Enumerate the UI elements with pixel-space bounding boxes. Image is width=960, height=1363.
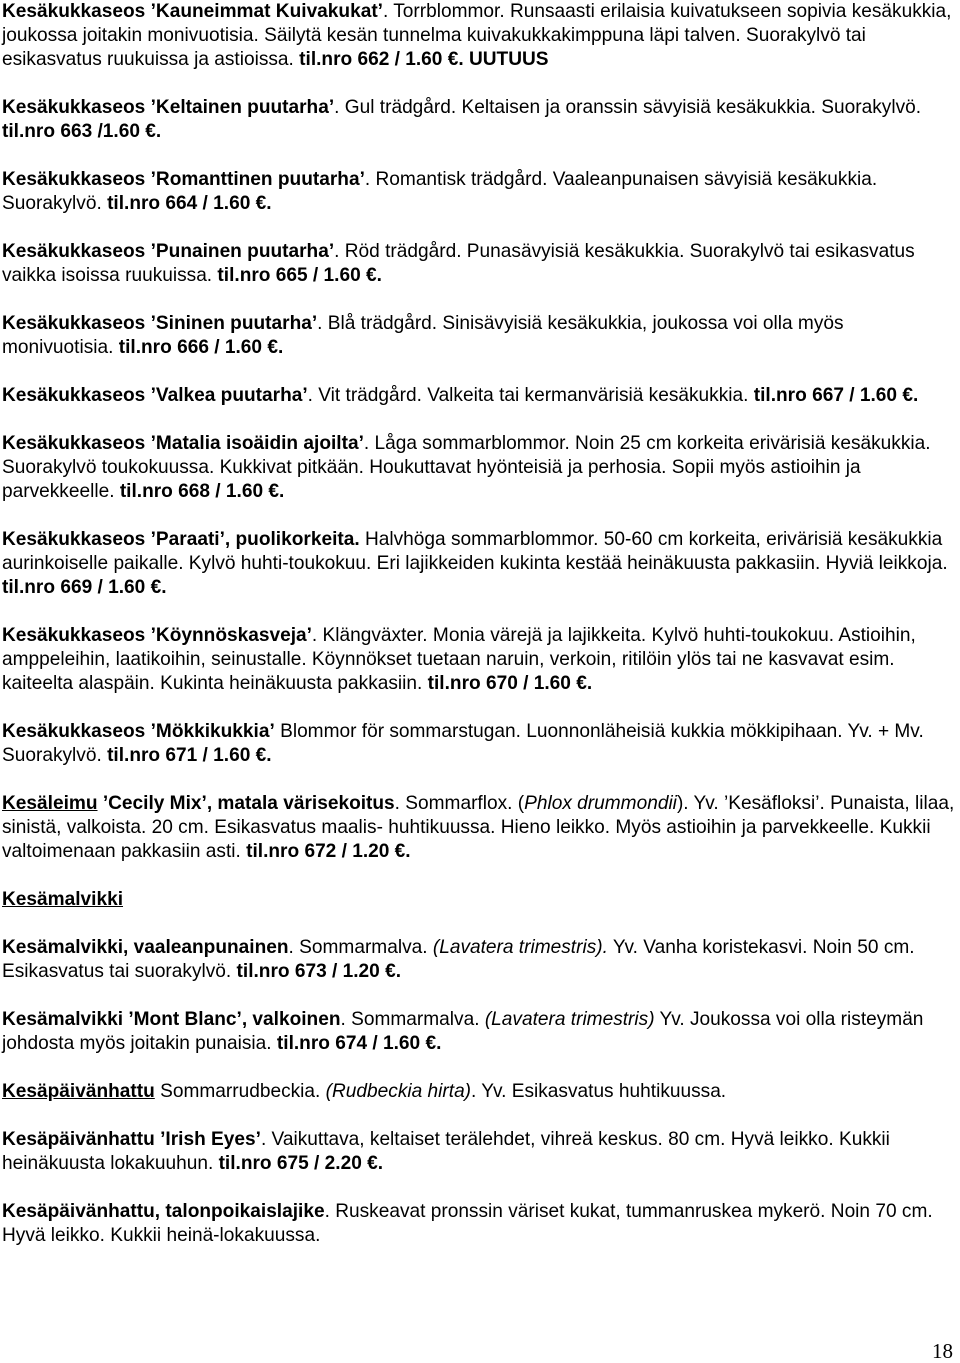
entry-text-run: Kesäkukkaseos ’Romanttinen puutarha’	[2, 169, 365, 190]
entry-text-run: . Röd trädgård. Punasävyisiä kesäkukkia. Suorakylvö tai esikasvatus vaikka isoissa ruukuissa.	[2, 241, 915, 286]
catalog-entry	[2, 720, 957, 768]
catalog-entry	[2, 384, 957, 408]
entry-text-run: . Torrblommor. Runsaasti erilaisia kuivatukseen sopivia kesäkukkia, joukossa joitakin monivuotisia. Säilytä kesän tunnelma kuivakukkakimppuna läpi talven. Suorakylvö tai esikasvatus ruukuissa ja astioissa.	[2, 1, 952, 70]
entry-text-run: . Romantisk trädgård. Vaaleanpunaisen sävyisiä kesäkukkia. Suorakylvö.	[2, 169, 878, 214]
catalog-entry	[2, 624, 957, 696]
catalog-entry	[2, 936, 957, 984]
entry-text-run: . Yv. Esikasvatus huhtikuussa.	[471, 1081, 727, 1102]
entry-text-run: Yv. Joukossa voi olla risteymän johdosta myös joitakin punaisia.	[2, 1009, 924, 1054]
entry-text-run: Kesäpäivänhattu	[2, 1081, 155, 1102]
entry-text-run: . Sommarflox. (	[394, 793, 525, 814]
entry-text-run: . Vit trädgård. Valkeita tai kermanvärisiä kesäkukkia.	[307, 385, 754, 406]
entry-text-run: til.nro 667 / 1.60 €.	[753, 385, 919, 406]
entry-text-run: (Rudbeckia hirta)	[325, 1081, 472, 1102]
entry-text-run: ). Yv. ’Kesäfloksi’. Punaista, lilaa, sinistä, valkoista. 20 cm. Esikasvatus maalis- huhtikuussa. Hieno leikko. Myös astioihin ja parvekkeelle. Kukkii valtoimenaan pakkasiin asti.	[2, 793, 955, 862]
entry-text-run: til.nro 663 /1.60 €.	[2, 121, 162, 142]
entry-text-run: Blommor för sommarstugan. Luonnonläheisiä kukkia mökkipihaan. Yv. + Mv. Suorakylvö.	[2, 721, 924, 766]
catalog-entry	[2, 888, 957, 912]
entry-text-run: Kesäkukkaseos ’Köynnöskasveja’	[2, 625, 312, 646]
paragraph-gap	[2, 144, 957, 168]
catalog-entry	[2, 240, 957, 288]
entry-text-run: (Lavatera trimestris).	[432, 937, 608, 958]
entry-text-run: til.nro 668 / 1.60 €.	[119, 481, 285, 502]
page-number: 18	[932, 1339, 953, 1363]
catalog-entry	[2, 312, 957, 360]
entry-text-run: til.nro 675 / 2.20 €.	[218, 1153, 384, 1174]
entry-text-run: Phlox drummondii	[524, 793, 677, 814]
entry-text-run: til.nro 671 / 1.60 €.	[107, 745, 272, 766]
entry-text-run: til.nro 672 / 1.20 €.	[246, 841, 411, 862]
entry-text-run: Kesäkukkaseos ’Keltainen puutarha’	[2, 97, 335, 118]
entry-text-run: Sommarrudbeckia.	[154, 1081, 326, 1102]
entry-text-run: til.nro 665 / 1.60 €.	[217, 265, 382, 286]
paragraph-gap	[2, 768, 957, 792]
paragraph-gap	[2, 696, 957, 720]
catalog-entry	[2, 96, 957, 144]
entry-text-run: . Blå trädgård. Sinisävyisiä kesäkukkia, joukossa voi olla myös monivuotisia.	[2, 313, 844, 358]
catalog-entry	[2, 528, 957, 600]
paragraph-gap	[2, 504, 957, 528]
entry-text-run: Kesämalvikki ’Mont Blanc’, valkoinen	[2, 1009, 341, 1030]
catalog-text	[2, 0, 957, 1248]
paragraph-gap	[2, 1104, 957, 1128]
entry-text-run: . Sommarmalva.	[288, 937, 433, 958]
catalog-entry	[2, 1080, 957, 1104]
entry-text-run: . Vaikuttava, keltaiset terälehdet, vihreä keskus. 80 cm. Hyvä leikko. Kukkii heinäkuusta lokakuuhun.	[2, 1129, 890, 1174]
entry-text-run: Kesäleimu	[2, 793, 98, 814]
paragraph-gap	[2, 600, 957, 624]
catalog-entry	[2, 792, 957, 864]
entry-text-run: til.nro 664 / 1.60 €.	[107, 193, 272, 214]
paragraph-gap	[2, 864, 957, 888]
entry-text-run: Kesäkukkaseos ’Mökkikukkia’	[2, 721, 275, 742]
catalog-entry	[2, 432, 957, 504]
entry-text-run: Kesäkukkaseos ’Punainen puutarha’	[2, 241, 335, 262]
entry-text-run: Kesämalvikki	[2, 889, 124, 910]
entry-text-run: . Klängväxter. Monia värejä ja lajikkeita. Kylvö huhti-toukokuu. Astioihin, amppeleihin, laatikoihin, seinustalle. Köynnökset tuetaan naruin, verkoin, ritilöin ylös tai ne kasvavat esim. kaiteelta alaspäin. Kukinta heinäkuusta pakkasiin.	[2, 625, 916, 694]
entry-text-run: til.nro 662 / 1.60 €. UUTUUS	[299, 49, 549, 70]
entry-text-run: til.nro 666 / 1.60 €.	[118, 337, 284, 358]
entry-text-run: Kesämalvikki, vaaleanpunainen	[2, 937, 289, 958]
paragraph-gap	[2, 72, 957, 96]
entry-text-run: Yv. Vanha koristekasvi. Noin 50 cm. Esikasvatus tai suorakylvö.	[2, 937, 915, 982]
paragraph-gap	[2, 408, 957, 432]
catalog-entry	[2, 1008, 957, 1056]
catalog-entry	[2, 0, 957, 72]
entry-text-run: . Ruskeavat pronssin väriset kukat, tummanruskea mykerö. Noin 70 cm. Hyvä leikko. Kukkii heinä-lokakuussa.	[2, 1201, 933, 1246]
entry-text-run: Kesäkukkaseos ’Matalia isoäidin ajoilta’	[2, 433, 364, 454]
paragraph-gap	[2, 912, 957, 936]
entry-text-run: Halvhöga sommarblommor. 50-60 cm korkeita, erivärisiä kesäkukkia aurinkoiselle paikalle. Kylvö huhti-toukokuu. Eri lajikkeiden kukinta kestää heinäkuusta pakkasiin. Hyviä leikkoja.	[2, 529, 948, 574]
entry-text-run: ’Cecily Mix’, matala värisekoitus	[97, 793, 395, 814]
paragraph-gap	[2, 360, 957, 384]
entry-text-run: til.nro 674 / 1.60 €.	[276, 1033, 442, 1054]
entry-text-run: . Gul trädgård. Keltaisen ja oranssin sävyisiä kesäkukkia. Suorakylvö.	[334, 97, 922, 118]
entry-text-run: . Låga sommarblommor. Noin 25 cm korkeita erivärisiä kesäkukkia. Suorakylvö toukokuussa. Kukkivat pitkään. Houkuttavat hyönteisiä ja perhosia. Sopii myös astioihin ja parvekkeelle.	[2, 433, 931, 502]
catalog-entry	[2, 168, 957, 216]
catalog-entry	[2, 1200, 957, 1248]
entry-text-run: Kesäkukkaseos ’Valkea puutarha’	[2, 385, 308, 406]
entry-text-run: Kesäkukkaseos ’Sininen puutarha’	[2, 313, 318, 334]
paragraph-gap	[2, 984, 957, 1008]
entry-text-run: til.nro 673 / 1.20 €.	[236, 961, 402, 982]
entry-text-run: Kesäkukkaseos ’Paraati’, puolikorkeita.	[2, 529, 360, 550]
entry-text-run: Kesäpäivänhattu ’Irish Eyes’	[2, 1129, 261, 1150]
entry-text-run: Kesäkukkaseos ’Kauneimmat Kuivakukat’	[2, 1, 383, 22]
entry-text-run: til.nro 669 / 1.60 €.	[2, 577, 167, 598]
entry-text-run: til.nro 670 / 1.60 €.	[427, 673, 593, 694]
catalog-entry	[2, 1128, 957, 1176]
entry-text-run: . Sommarmalva.	[340, 1009, 485, 1030]
entry-text-run: (Lavatera trimestris)	[484, 1009, 655, 1030]
paragraph-gap	[2, 1176, 957, 1200]
entry-text-run: Kesäpäivänhattu, talonpoikaislajike	[2, 1201, 325, 1222]
paragraph-gap	[2, 1056, 957, 1080]
paragraph-gap	[2, 216, 957, 240]
paragraph-gap	[2, 288, 957, 312]
